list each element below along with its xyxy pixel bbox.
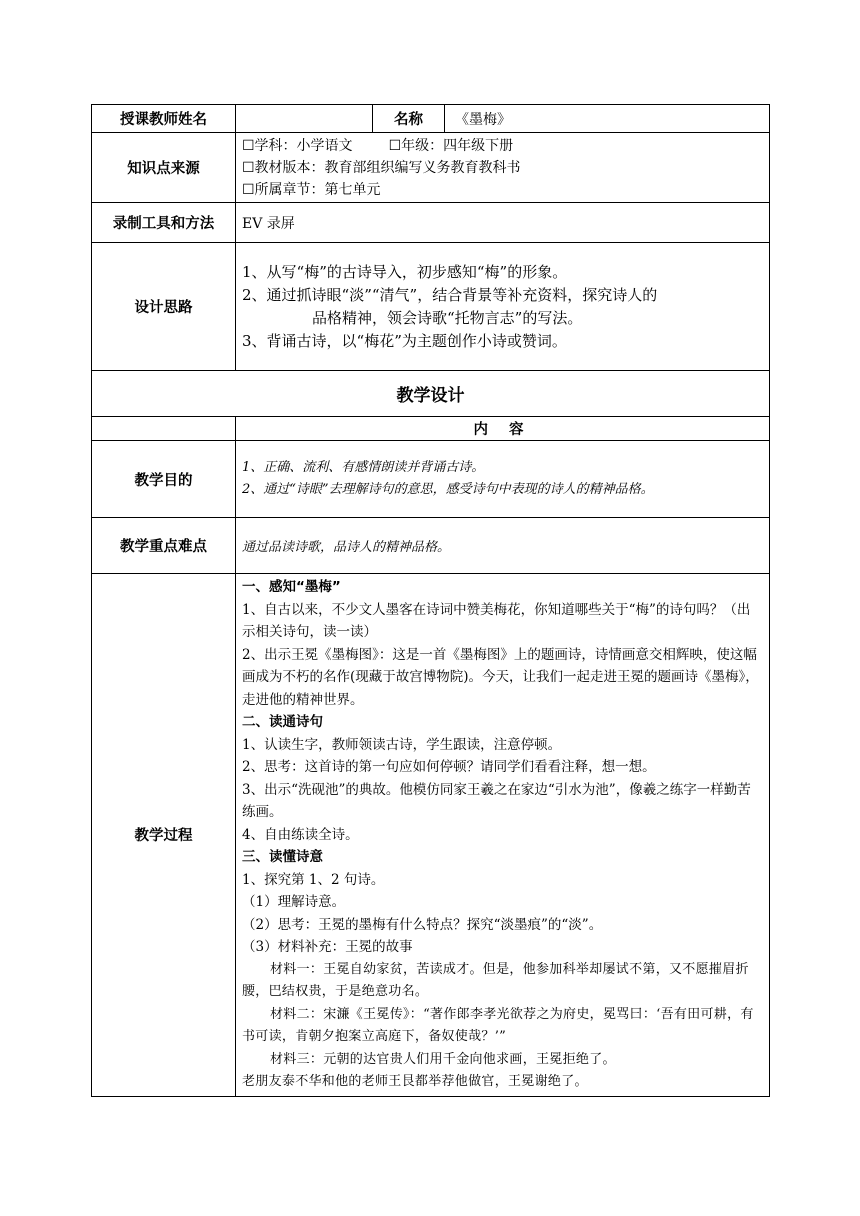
section-3-title: 三、读懂诗意 — [242, 849, 323, 865]
content-header-blank — [92, 417, 236, 441]
section-3-paragraph-2: （1）理解诗意。 — [242, 894, 346, 910]
objectives-row — [92, 441, 770, 518]
source-cell — [236, 133, 770, 203]
chapter-checkbox-text: ☐所属章节：第七单元 — [242, 181, 381, 198]
section-1-title: 一、感知“墨梅” — [242, 579, 341, 595]
key-points-label: 教学重点难点 — [92, 518, 236, 574]
subject-checkbox-text: ☐学科：小学语文 — [242, 137, 353, 154]
teacher-name-label: 授课教师姓名 — [92, 105, 236, 133]
objectives-label: 教学目的 — [92, 441, 236, 518]
objectives-cell — [236, 441, 770, 518]
grade-checkbox-text: ☐年级：四年级下册 — [388, 137, 514, 154]
design-cell — [236, 243, 770, 371]
objective-1: 1、正确、流利、有感情朗读并背诵古诗。 — [242, 460, 485, 475]
section-3-paragraph-3: （2）思考：王冕的墨梅有什么特点？探究“淡墨痕”的“淡”。 — [242, 916, 603, 933]
section-3-paragraph-1: 1、探究第 1、2 句诗。 — [242, 871, 385, 888]
tools-value: EV 录屏 — [236, 203, 770, 243]
section-1-paragraph-1: 1、自古以来，不少文人墨客在诗词中赞美梅花，你知道哪些关于“梅”的诗句吗？（出示相关诗句，读一读） — [242, 601, 751, 640]
tools-row — [92, 203, 770, 243]
tools-label: 录制工具和方法 — [92, 203, 236, 243]
lesson-name-value: 《墨梅》 — [445, 105, 770, 133]
teaching-design-title: 教学设计 — [92, 371, 770, 417]
material-3: 材料三：元朝的达官贵人们用千金向他求画，王冕拒绝了。 — [270, 1051, 616, 1067]
section-2-paragraph-4: 4、自由练读全诗。 — [242, 826, 359, 843]
design-line-3: 3、背诵古诗，以“梅花”为主题创作小诗或赞词。 — [242, 331, 567, 350]
objective-2: 2、通过“诗眼”去理解诗句的意思，感受诗句中表现的诗人的精神品格。 — [242, 482, 654, 497]
header-row — [92, 105, 770, 133]
design-line-2b: 品格精神，领会诗歌“托物言志”的写法。 — [312, 308, 583, 327]
material-1: 材料一：王冕自幼家贫，苦读成才。但是，他参加科举却屡试不第，又不愿摧眉折腰，巴结权贵，于是绝意功名。 — [242, 961, 749, 999]
design-line-1: 1、从写“梅”的古诗导入，初步感知“梅”的形象。 — [242, 262, 568, 281]
material-2: 材料二：宋濂《王冕传》：“著作郎李孝光欲荐之为府史，冕骂曰：‘吾有田可耕，有书可读，肯朝夕抱案立高庭下，备奴使哉？’” — [242, 1006, 754, 1044]
section-2-paragraph-1: 1、认读生字，教师领读古诗，学生跟读，注意停顿。 — [242, 736, 562, 753]
edition-checkbox-text: ☐教材版本：教育部组织编写义务教育教科书 — [242, 159, 521, 176]
material-3-continued: 老朋友泰不华和他的老师王艮都举荐他做官，王冕谢绝了。 — [242, 1074, 588, 1089]
teaching-design-title-row — [92, 371, 770, 417]
key-points-value: 通过品读诗歌，品诗人的精神品格。 — [236, 518, 770, 574]
process-label: 教学过程 — [92, 574, 236, 1097]
design-line-2: 2、通过抓诗眼“淡”“清气”，结合背景等补充资料，探究诗人的 — [242, 285, 658, 304]
section-3-paragraph-4: （3）材料补充：王冕的故事 — [242, 939, 413, 955]
section-2-title: 二、读通诗句 — [242, 714, 323, 730]
section-1-paragraph-2: 2、出示王冕《墨梅图》：这是一首《墨梅图》上的题画诗，诗情画意交相辉映，使这幅画成为不朽的名作(现藏于故宫博物院)。今天，让我们一起走进王冕的题画诗《墨梅》，走进他的精神世界。 — [242, 646, 759, 708]
source-row — [92, 133, 770, 203]
content-header: 内 容 — [236, 417, 770, 441]
design-row — [92, 243, 770, 371]
section-2-paragraph-2: 2、思考：这首诗的第一句应如何停顿？请同学们看看注释，想一想。 — [242, 759, 656, 775]
teacher-name-value — [236, 105, 373, 133]
content-header-row — [92, 417, 770, 441]
key-points-row — [92, 518, 770, 574]
lesson-name-label: 名称 — [373, 105, 445, 133]
section-2-paragraph-3: 3、出示“洗砚池”的典故。他模仿同家王羲之在家边“引水为池”，像羲之练字一样勤苦练画。 — [242, 781, 751, 820]
lesson-plan-table — [91, 104, 770, 1097]
design-label: 设计思路 — [92, 243, 236, 371]
process-row — [92, 574, 770, 1097]
process-cell — [236, 574, 770, 1097]
source-label: 知识点来源 — [92, 133, 236, 203]
